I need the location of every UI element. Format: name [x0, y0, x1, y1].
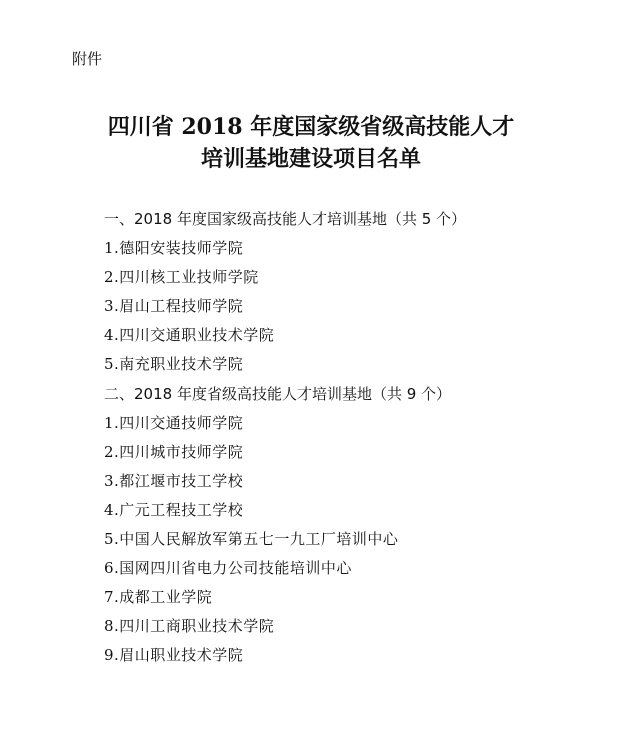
list-item: 5.中国人民解放军第五七一九工厂培训中心: [104, 530, 399, 548]
list-item: 1.德阳安装技师学院: [104, 239, 244, 257]
list-item: 3.都江堰市技工学校: [104, 472, 244, 490]
list-item: 2.四川城市技师学院: [104, 443, 244, 461]
section-heading-national: 一、2018 年度国家级高技能人才培训基地（共 5 个）: [104, 210, 467, 228]
list-item: 9.眉山职业技术学院: [104, 646, 244, 664]
list-item: 5.南充职业技术学院: [104, 355, 244, 373]
list-item: 4.四川交通职业技术学院: [104, 326, 275, 344]
list-item: 8.四川工商职业技术学院: [104, 617, 275, 635]
list-item: 3.眉山工程技师学院: [104, 297, 244, 315]
list-item: 7.成都工业学院: [104, 588, 213, 606]
attachment-label: 附件: [72, 50, 103, 68]
section-heading-provincial: 二、2018 年度省级高技能人才培训基地（共 9 个）: [104, 385, 452, 403]
list-item: 2.四川核工业技师学院: [104, 268, 259, 286]
list-item: 4.广元工程技工学校: [104, 501, 244, 519]
list-item: 6.国网四川省电力公司技能培训中心: [104, 559, 352, 577]
list-item: 1.四川交通技师学院: [104, 414, 244, 432]
title-line-1: 四川省 2018 年度国家级省级高技能人才: [107, 114, 515, 140]
title-line-2: 培训基地建设项目名单: [200, 146, 421, 172]
